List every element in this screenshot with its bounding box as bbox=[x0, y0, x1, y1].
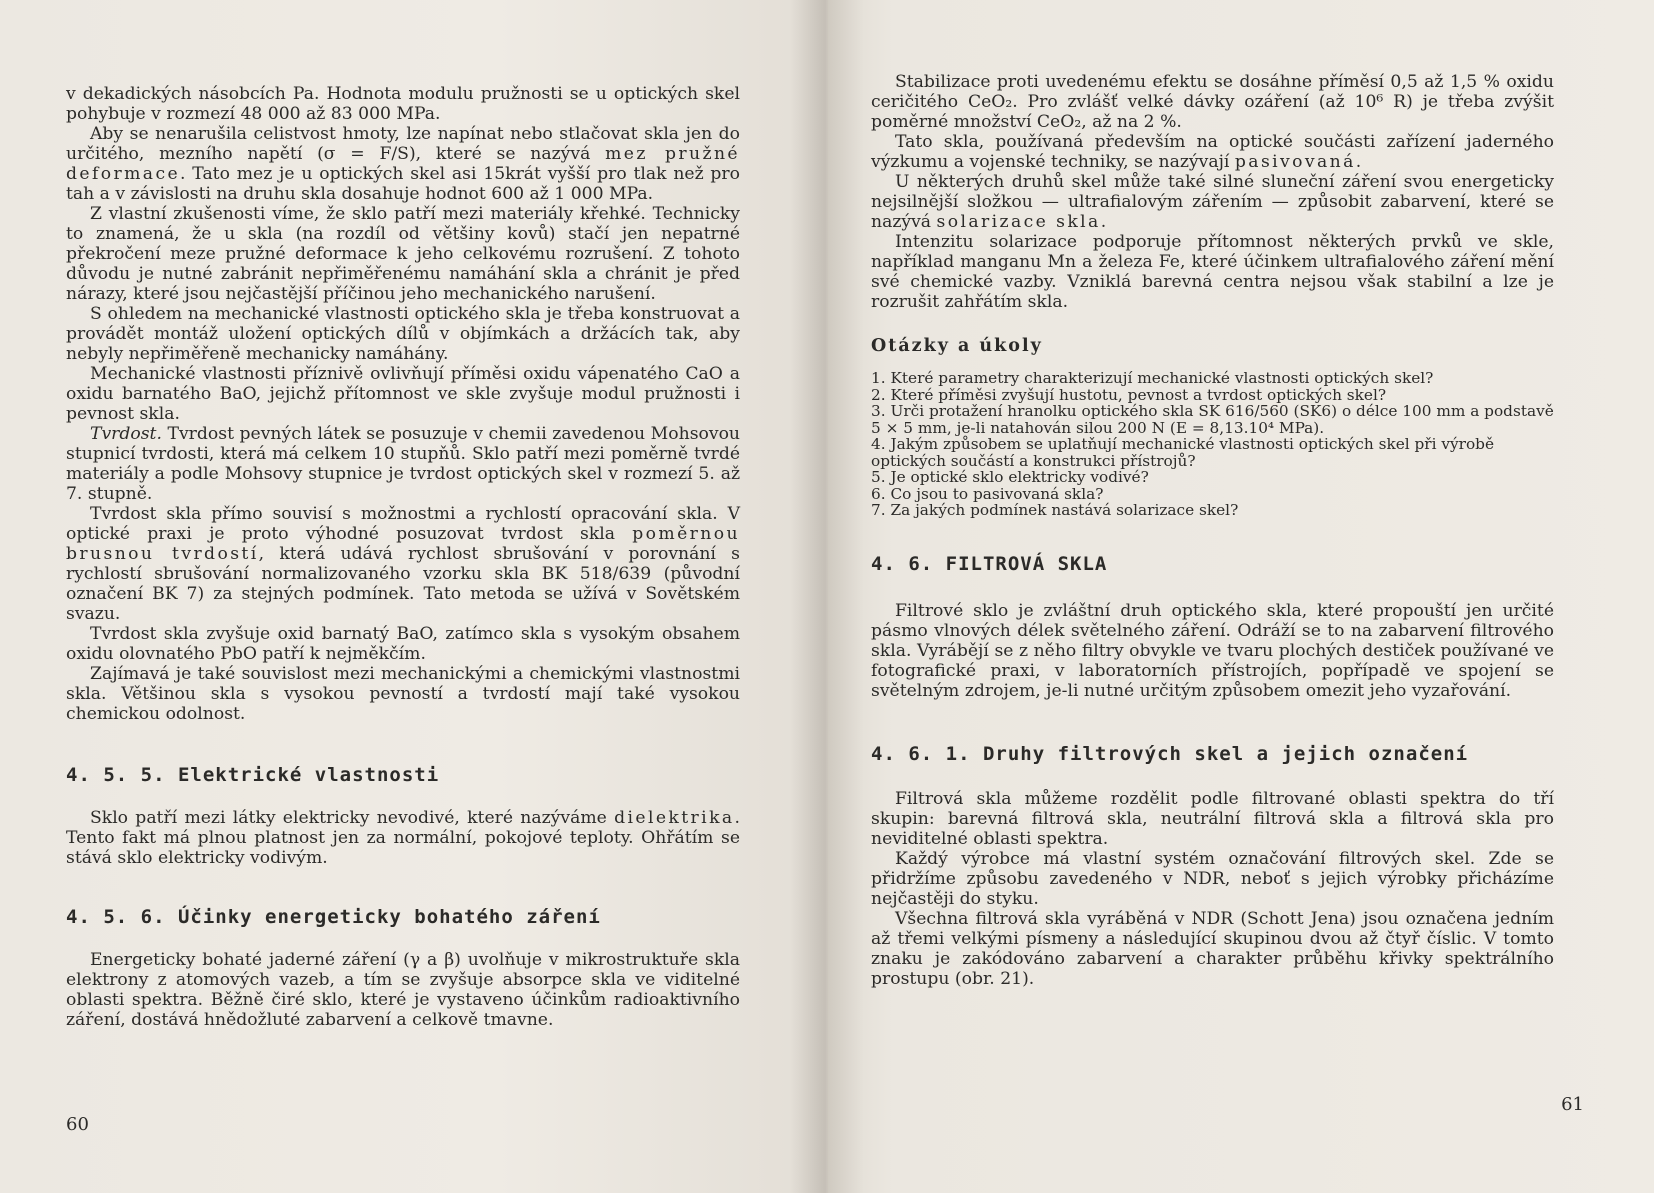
list-item: 3. Urči protažení hranolku optického skla SK 616/560 (SK6) o délce 100 mm a podstavě 5 × 5 mm, je-li natahován silou 200 N (E = 8,13.10⁴ MPa). bbox=[871, 402, 1554, 437]
text-span: , která udává rychlost sbrušování v porovnání s rychlostí sbrušování normalizovaného vzorku skla BK 518/639 (původní označení BK 7) za stejných podmínek. Tato metoda se užívá v Sovětském svazu. bbox=[66, 544, 740, 624]
paragraph: Všechna filtrová skla vyráběná v NDR (Schott Jena) jsou označena jedním až třemi velkými písmeny a následující skupinou dvou až čtyř číslic. V tomto znaku je zakódováno zabarvení a charakter průběhu křivky spektrálního prostupu (obr. 21). bbox=[871, 908, 1554, 989]
text-span: Tvrdost skla přímo souvisí s možnostmi a rychlostí opracování skla. V optické praxi je proto výhodné posuzovat tvrdost skla bbox=[66, 504, 740, 544]
section-heading-461: 4. 6. 1. Druhy filtrových skel a jejich označení bbox=[871, 742, 1469, 765]
paragraph bbox=[66, 504, 740, 624]
paragraph bbox=[66, 124, 740, 204]
list-item: 6. Co jsou to pasivovaná skla? bbox=[871, 484, 1104, 503]
list-item: 2. Které příměsi zvyšují hustotu, pevnost a tvrdost optických skel? bbox=[871, 385, 1387, 404]
paragraph bbox=[66, 808, 740, 868]
text-span: . bbox=[1355, 152, 1362, 172]
text-span: Tvrdost pevných látek se posuzuje v chemii zavedenou Mohsovou stupnicí tvrdosti, která má celkem 10 stupňů. Sklo patří mezi poměrně tvrdé materiály a podle Mohsovy stupnice je tvrdost optických skel v rozmezí 5. až 7. stupně. bbox=[66, 424, 740, 504]
list-item: 7. Za jakých podmínek nastává solarizace skel? bbox=[871, 501, 1239, 519]
paragraph: Tvrdost skla zvyšuje oxid barnatý BaO, zatímco skla s vysokým obsahem oxidu olovnatého PbO patří k nejměkčím. bbox=[66, 624, 740, 664]
paragraph: Stabilizace proti uvedenému efektu se dosáhne příměsí 0,5 až 1,5 % oxidu ceričitého CeO₂. Pro zvlášť velké dávky ozáření (až 10⁶ R) je třeba zvýšit poměrné množství CeO₂, až na 2 %. bbox=[871, 72, 1554, 132]
section-heading-456: 4. 5. 6. Účinky energeticky bohatého záření bbox=[66, 906, 601, 928]
text-span: Tato skla, používaná především na optické součásti zařízení jaderného výzkumu a vojenské techniky, se nazývají bbox=[871, 132, 1554, 172]
spaced-term: poměrnou brusnou tvrdostí bbox=[66, 524, 740, 564]
paragraph: Z vlastní zkušenosti víme, že sklo patří mezi materiály křehké. Technicky to znamená, že u skla (na rozdíl od většiny kovů) stačí jen nepatrné překročení meze pružné deformace k jeho celkovému rozrušení. Z tohoto důvodu je nutné zabránit nepřiměřenému namáhání skla a chránit je před nárazy, které jsou nejčastější příčinou jeho mechanického narušení. bbox=[66, 204, 740, 304]
paragraph: Každý výrobce má vlastní systém označování filtrových skel. Zde se přidržíme způsobu zavedeného v NDR, neboť s jejich výrobky přicházíme nejčastěji do styku. bbox=[871, 848, 1554, 909]
questions-list bbox=[871, 370, 1554, 519]
text-span: . bbox=[1100, 212, 1107, 232]
text-span: . Tento fakt má plnou platnost jen za normální, pokojové teploty. Ohřátím se stává sklo elektricky vodivým. bbox=[66, 808, 740, 868]
questions-heading: Otázky a úkoly bbox=[871, 336, 1043, 356]
paragraph bbox=[871, 172, 1554, 232]
spaced-term: solarizace skla bbox=[936, 212, 1101, 232]
list-item: 5. Je optické sklo elektricky vodivé? bbox=[871, 468, 1149, 486]
paragraph: S ohledem na mechanické vlastnosti optického skla je třeba konstruovat a provádět montáž uložení optických dílů v objímkách a držácích tak, aby nebyly nepřiměřeně mechanicky namáhány. bbox=[66, 304, 740, 364]
text-span: U některých druhů skel může také silné sluneční záření svou energeticky nejsilnější složkou — ultrafialovým zářením — způsobit zabarvení, které se nazývá bbox=[871, 172, 1554, 232]
text-span: . Tato mez je u optických skel asi 15krát vyšší pro tlak než pro tah a v závislosti na druhu skla dosahuje hodnot 600 až 1 000 MPa. bbox=[66, 164, 740, 204]
text-span: Aby se nenarušila celistvost hmoty, lze napínat nebo stlačovat skla jen do určitého, mezního napětí (σ = F/S), které se nazývá bbox=[66, 124, 740, 164]
right-page bbox=[827, 0, 1654, 1193]
text-span: Sklo patří mezi látky elektricky nevodivé, které nazýváme bbox=[90, 808, 615, 828]
section-heading-455: 4. 5. 5. Elektrické vlastnosti bbox=[66, 764, 440, 786]
page-number-right: 61 bbox=[1561, 1094, 1584, 1115]
section-heading-46: 4. 6. FILTROVÁ SKLA bbox=[871, 552, 1108, 575]
paragraph: Intenzitu solarizace podporuje přítomnost některých prvků ve skle, například manganu Mn a železa Fe, které účinkem ultrafialového záření mění své chemické vazby. Vzniklá barevná centra nejsou však stabilní a lze je rozrušit zahřátím skla. bbox=[871, 232, 1554, 312]
spaced-term: pasivovaná bbox=[1234, 152, 1356, 172]
list-item: 1. Které parametry charakterizují mechanické vlastnosti optických skel? bbox=[871, 369, 1434, 387]
spaced-term: mez pružné deformace bbox=[66, 144, 740, 184]
paragraph: Mechanické vlastnosti příznivě ovlivňují příměsi oxidu vápenatého CaO a oxidu barnatého BaO, jejichž přítomnost ve skle zvyšuje modul pružnosti i pevnost skla. bbox=[66, 364, 740, 424]
paragraph: Energeticky bohaté jaderné záření (γ a β) uvolňuje v mikrostruktuře skla elektrony z atomových vazeb, a tím se zvyšuje absorpce skla ve viditelné oblasti spektra. Běžně čiré sklo, které je vystaveno účinkům radioaktivního záření, dostává hnědožluté zabarvení a celkově tmavne. bbox=[66, 950, 740, 1030]
right-page-text bbox=[871, 72, 1554, 989]
paragraph: v dekadických násobcích Pa. Hodnota modulu pružnosti se u optických skel pohybuje v rozmezí 48 000 až 83 000 MPa. bbox=[66, 84, 740, 124]
paragraph: Filtrové sklo je zvláštní druh optického skla, které propouští jen určité pásmo vlnových délek světelného záření. Odráží se to na zabarvení filtrového skla. Vyrábějí se z něho filtry obvykle ve tvaru plochých destiček používané ve fotografické praxi, v laboratorních přístrojích, popřípadě ve spojení se světelným zdrojem, je-li nutné určitým způsobem omezit jeho vyzařování. bbox=[871, 600, 1554, 701]
paragraph bbox=[871, 132, 1554, 172]
page-number-left: 60 bbox=[66, 1114, 89, 1135]
spaced-term: dielektrika bbox=[614, 808, 735, 828]
list-item: 4. Jakým způsobem se uplatňují mechanické vlastnosti optických skel při výrobě optických součástí a konstrukci přístrojů? bbox=[871, 435, 1495, 470]
paragraph: Filtrová skla můžeme rozdělit podle filtrované oblasti spektra do tří skupin: barevná filtrová skla, neutrální filtrová skla a filtrová skla pro neviditelné oblasti spektra. bbox=[871, 788, 1554, 849]
left-page-text bbox=[66, 84, 740, 1030]
paragraph: Zajímavá je také souvislost mezi mechanickými a chemickými vlastnostmi skla. Většinou skla s vysokou pevností a tvrdostí mají také vysokou chemickou odolnost. bbox=[66, 664, 740, 724]
italic-lead: Tvrdost. bbox=[90, 424, 162, 444]
paragraph bbox=[66, 424, 740, 504]
